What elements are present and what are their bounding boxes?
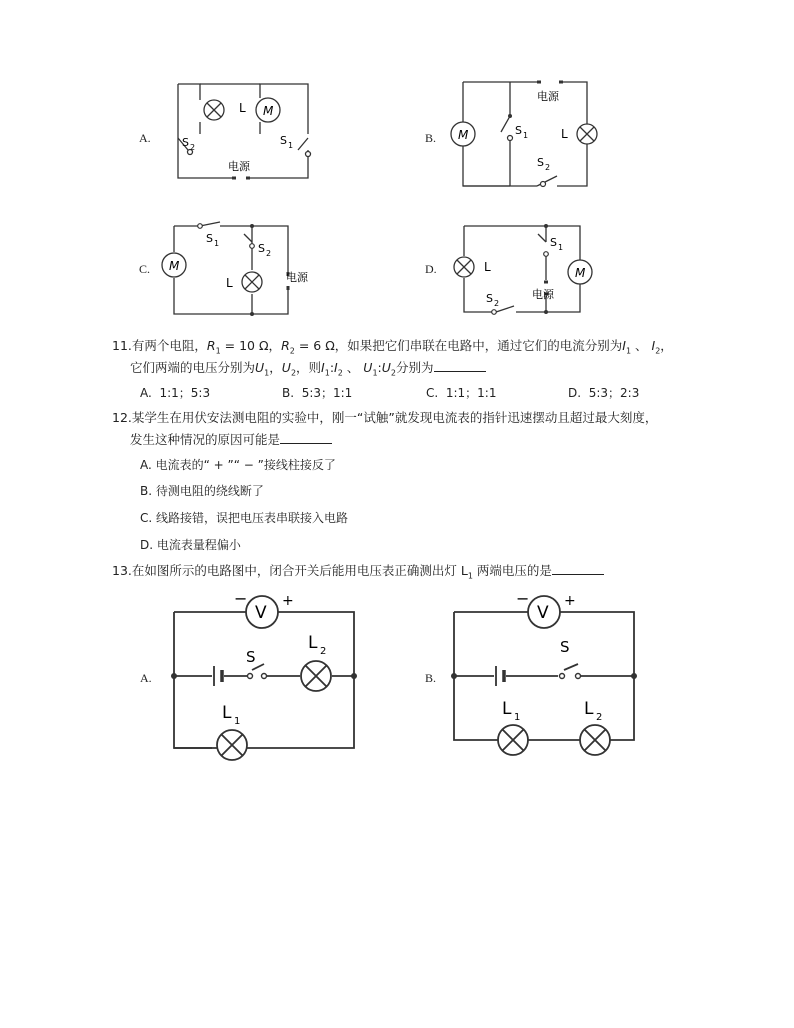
minus-terminal: − (234, 590, 248, 608)
lamp-l2-label (584, 699, 602, 723)
motor-label: M (169, 259, 180, 273)
motor-label: M (575, 266, 586, 280)
q11-choice-a[interactable]: A. 1:1；5:3 (140, 386, 211, 400)
plus-terminal: + (564, 593, 576, 609)
q13-circuit-b (440, 590, 650, 762)
lamp-l1-icon (498, 725, 528, 755)
q13-circuit-a (160, 590, 378, 762)
svg-text:S: S (486, 292, 493, 305)
q10-option-d-letter[interactable]: D. (425, 262, 437, 276)
lamp-l2-icon (301, 661, 331, 691)
q12-choice-d[interactable]: D. 电流表量程偏小 (140, 538, 241, 552)
svg-text:1: 1 (558, 243, 564, 252)
lamp-l2-label (308, 633, 326, 657)
svg-text:S: S (550, 236, 557, 249)
svg-text:S: S (258, 242, 265, 255)
power-source-label: 电源 (228, 160, 250, 173)
q11-choice-c[interactable]: C. 1:1；1:1 (426, 386, 497, 400)
answer-blank (552, 563, 604, 575)
q12-choice-b[interactable]: B. 待测电阻的绕线断了 (140, 484, 264, 498)
q10-option-b-letter[interactable]: B. (425, 131, 437, 145)
voltmeter-label: V (537, 603, 549, 623)
plus-terminal: + (282, 593, 294, 609)
svg-text:1: 1 (523, 131, 529, 140)
q13-option-b-letter[interactable]: B. (425, 671, 437, 685)
lamp-icon (454, 257, 474, 277)
lamp-label: L (226, 276, 233, 290)
voltmeter-label: V (255, 603, 267, 623)
svg-text:2: 2 (190, 143, 196, 152)
svg-text:S: S (515, 124, 522, 137)
q11-line1: 11.有两个电阻，$R_1 = 10$ Ω，$R_2 = 6$ Ω，如果把它们串联在电路中，通过它们的电流分别为$I_1$ 、 $I_2$， (112, 338, 673, 356)
lamp-l1-icon (217, 730, 247, 760)
svg-text:S: S (182, 136, 189, 149)
q10-circuit-a (160, 78, 335, 190)
motor-label: M (458, 128, 469, 142)
q12-choice-a[interactable]: A. 电流表的“ + ”“ − ”接线柱接反了 (140, 458, 336, 472)
svg-text:1: 1 (234, 716, 241, 727)
q12-line2: 发生这种情况的原因可能是 (130, 432, 332, 448)
switch-s1-label (206, 232, 219, 248)
svg-text:2: 2 (494, 299, 500, 308)
svg-text:S: S (280, 134, 287, 147)
svg-text:1: 1 (288, 141, 294, 150)
svg-text:2: 2 (266, 249, 272, 258)
answer-blank (280, 432, 332, 444)
q10-circuit-d (448, 212, 608, 320)
lamp-icon (204, 100, 224, 120)
switch-label: S (246, 648, 256, 666)
svg-text:1: 1 (514, 712, 521, 723)
lamp-icon (577, 124, 597, 144)
switch-s1-label (515, 124, 528, 140)
power-source-label: 电源 (286, 271, 308, 284)
svg-text:S: S (537, 156, 544, 169)
lamp-label: L (484, 260, 491, 274)
q10-circuit-b (445, 76, 620, 190)
q13-stem: 13.在如图所示的电路图中，闭合开关后能用电压表正确测出灯 $L_1$ 两端电压的是 (112, 563, 604, 585)
q11-choice-d[interactable]: D. 5:3；2:3 (568, 386, 640, 400)
answer-blank (434, 360, 486, 372)
lamp-label: L (239, 101, 246, 115)
lamp-icon (242, 272, 262, 292)
svg-text:1: 1 (214, 239, 220, 248)
svg-text:L: L (584, 699, 594, 719)
switch-label: S (560, 638, 570, 656)
switch-s1-label (280, 134, 293, 150)
q11-choice-b[interactable]: B. 5:3；1:1 (282, 386, 353, 400)
q10-circuit-c (160, 208, 310, 320)
svg-text:L: L (502, 699, 512, 719)
svg-text:S: S (206, 232, 213, 245)
svg-text:2: 2 (320, 646, 327, 657)
svg-text:L: L (308, 633, 318, 653)
svg-text:2: 2 (596, 712, 603, 723)
q12-line1: 12.某学生在用伏安法测电阻的实验中，刚一“试触”就发现电流表的指针迅速摆动且超过最大刻度， (112, 410, 658, 425)
lamp-l1-label (502, 699, 520, 723)
switch-s1-label (550, 236, 563, 252)
q11-line2: 它们两端的电压分别为$U_1$，$U_2$，则$I_1:I_2$ 、 $U_1:U_2$分别为 (130, 360, 486, 382)
svg-text:2: 2 (545, 163, 551, 172)
switch-s2-label (486, 292, 499, 308)
q13-option-a-letter[interactable]: A. (140, 671, 152, 685)
power-source-label: 电源 (532, 288, 554, 301)
power-source-label: 电源 (537, 90, 559, 103)
svg-text:L: L (222, 703, 232, 723)
lamp-l2-icon (580, 725, 610, 755)
q12-choice-c[interactable]: C. 线路接错，误把电压表串联接入电路 (140, 511, 349, 525)
switch-s2-label (537, 156, 550, 172)
q10-option-c-letter[interactable]: C. (139, 262, 151, 276)
lamp-label: L (561, 127, 568, 141)
switch-s2-label (258, 242, 271, 258)
minus-terminal: − (516, 590, 530, 608)
lamp-l1-label (222, 703, 240, 727)
q10-option-a-letter[interactable]: A. (139, 131, 151, 145)
motor-label: M (263, 104, 274, 118)
